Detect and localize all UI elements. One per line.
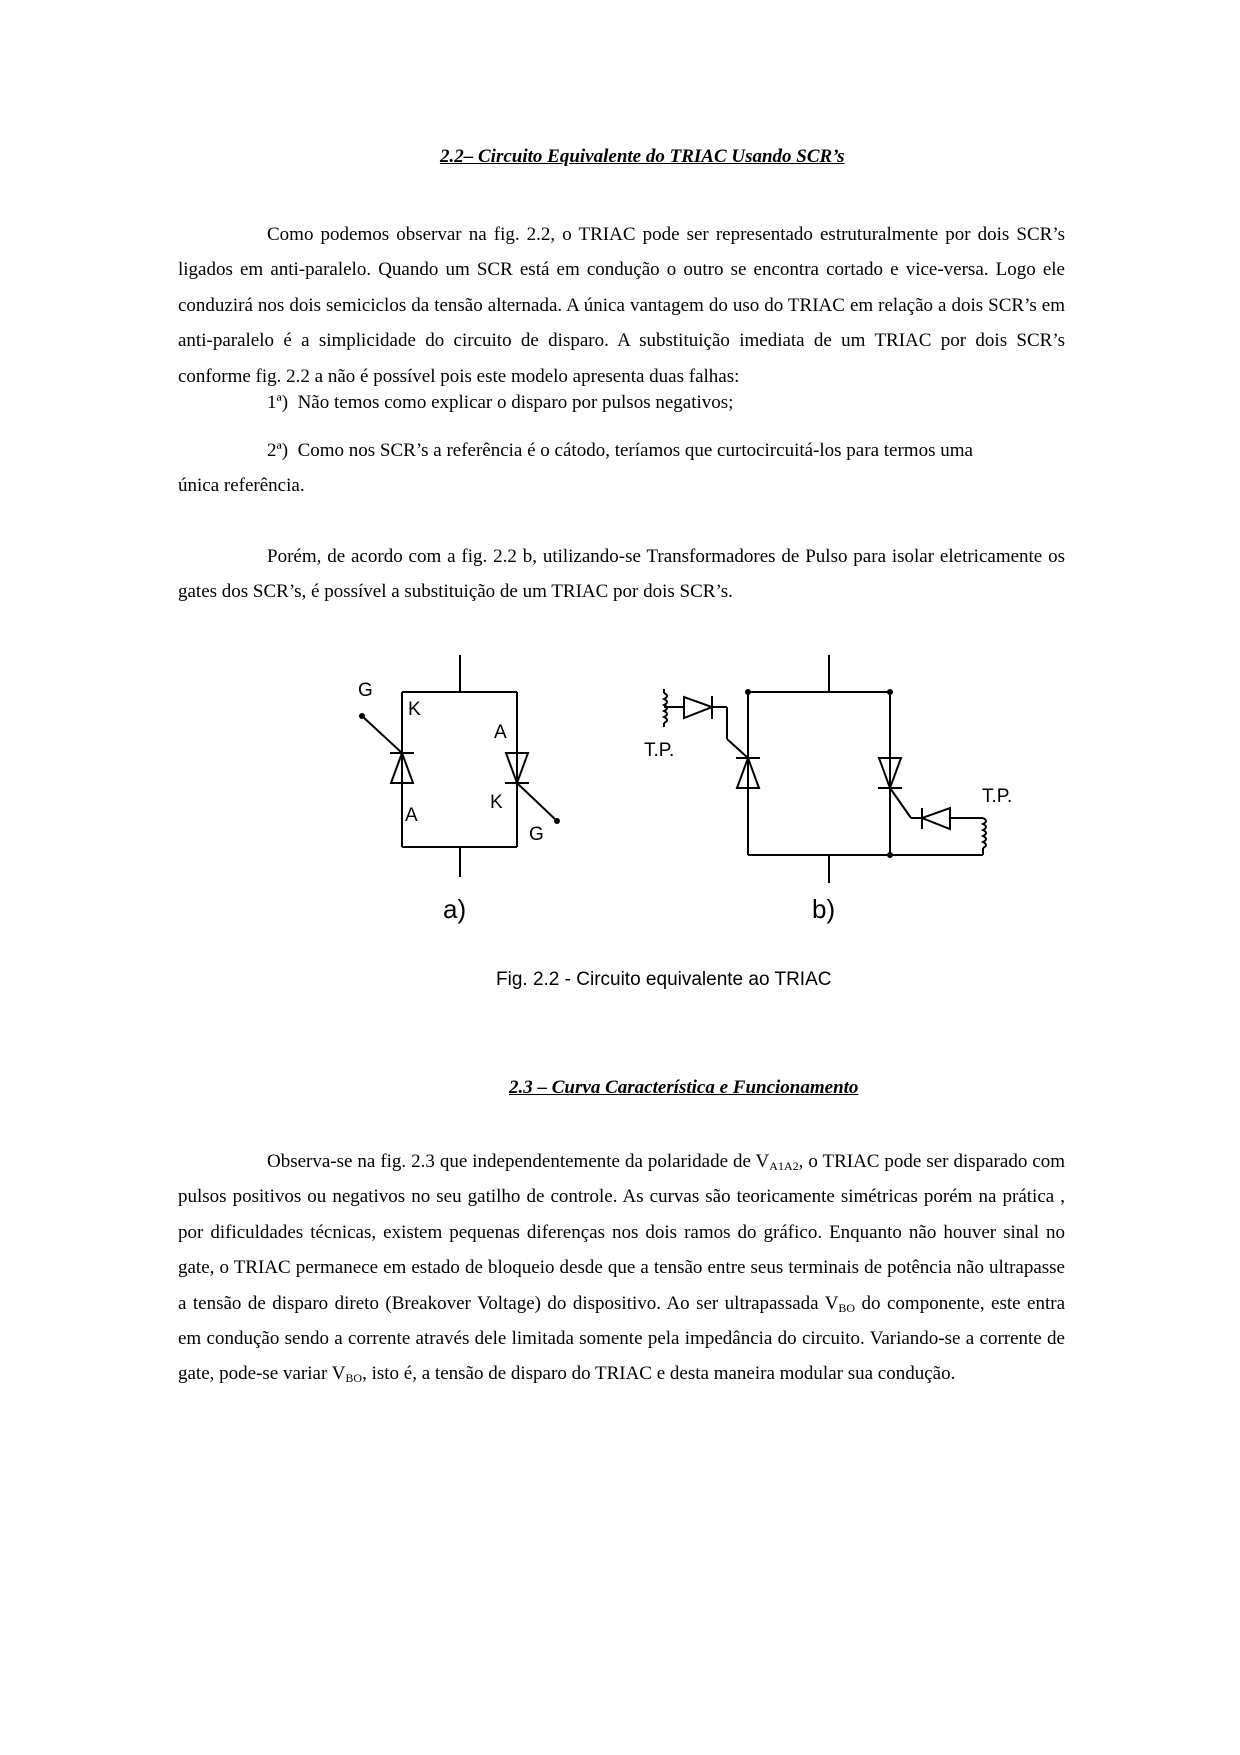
list-item-label: 2ª) <box>267 440 289 461</box>
list-item-text: Como nos SCR’s a referência é o cátodo, teríamos que curtocircuitá-los para termos uma <box>297 440 973 461</box>
list-item-2 <box>178 433 1065 468</box>
label-anode-left: A <box>405 805 418 826</box>
scr-right <box>505 753 557 821</box>
paragraph-text: Porém, de acordo com a fig. 2.2 b, utilizando-se Transformadores de Pulso para isolar eletricamente os gates dos SCR’s, é possível a substituição de um TRIAC por dois SCR’s. <box>178 546 1065 603</box>
scr-left-b <box>727 739 760 788</box>
label-pulse-transformer-left: T.P. <box>644 740 675 761</box>
list-item-label: 1ª) <box>267 392 289 413</box>
label-gate-left: G <box>358 680 373 701</box>
subscript: BO <box>838 1300 856 1315</box>
junction-dot <box>745 689 751 695</box>
subscript: BO <box>345 1371 363 1386</box>
gate-terminal-dot <box>554 818 560 824</box>
label-cathode-left: K <box>408 699 421 720</box>
section-heading-2-3: 2.3 – Curva Característica e Funcionamento <box>509 1077 859 1098</box>
subscript: A1A2 <box>769 1159 799 1173</box>
circuit-diagram <box>345 655 1013 1005</box>
figure-2-2 <box>345 655 1013 1005</box>
circuit-b <box>664 655 986 883</box>
label-cathode-right: K <box>490 792 503 813</box>
list-item-1 <box>267 392 733 414</box>
paragraph-text: Observa-se na fig. 2.3 que independentemente da polaridade de V <box>267 1151 770 1172</box>
paragraph-text: , o TRIAC pode ser disparado com pulsos positivos ou negativos no seu gatilho de controle. As curvas são teoricamente simétricas porém na prática , por dificuldades técnicas, existem pequenas diferenças nos dois ramos do gráfico. Enquanto não houver sinal no gate, o TRIAC permanece em estado de bloqueio desde que a tensão entre seus terminais de potência não ultrapasse a tensão de disparo direto (Breakover Voltage) do dispositivo. Ao ser ultrapassada V <box>178 1151 1065 1314</box>
list-item-2-continuation: única referência. <box>178 475 305 496</box>
paragraph-pulse-transformers <box>178 539 1065 610</box>
junction-dot <box>887 689 893 695</box>
gate-terminal-dot <box>359 713 365 719</box>
figure-caption: Fig. 2.2 - Circuito equivalente ao TRIAC <box>496 969 832 990</box>
sublabel-b: b) <box>812 894 836 924</box>
section-heading-2-2: 2.2– Circuito Equivalente do TRIAC Usando SCR’s <box>440 146 845 167</box>
pulse-transformer-left <box>664 689 727 739</box>
paragraph-text: , isto é, a tensão de disparo do TRIAC e desta maneira modular sua condução. <box>362 1363 956 1385</box>
list-item-text: Não temos como explicar o disparo por pulsos negativos; <box>297 392 734 413</box>
pulse-transformer-right <box>911 808 986 855</box>
sublabel-a: a) <box>443 894 467 924</box>
paragraph-text: Como podemos observar na fig. 2.2, o TRIAC pode ser representado estruturalmente por dois SCR’s ligados em anti-paralelo. Quando um SCR está em condução o outro se encontra cortado e vice-versa. Logo ele conduzirá nos dois semiciclos da tensão alternada. A única vantagem do uso do TRIAC em relação a dois SCR’s em anti-paralelo é a simplicidade do circuito de disparo. A substituição imediata de um TRIAC por dois SCR’s conforme fig. 2.2 a não é possível pois este modelo apresenta duas falhas: <box>178 224 1065 387</box>
circuit-a <box>362 655 557 877</box>
label-gate-right: G <box>529 824 544 845</box>
label-pulse-transformer-right: T.P. <box>982 786 1013 807</box>
paragraph-triac-equivalent <box>178 217 1065 394</box>
label-anode-right: A <box>494 722 507 743</box>
paragraph-characteristic-curve <box>178 1144 1065 1392</box>
scr-left <box>362 716 414 783</box>
paragraph-text: do componente, este entra em condução sendo a corrente através dele limitada somente pela impedância do circuito. Variando-se a corrente de gate, pode-se variar V <box>178 1292 1065 1385</box>
junction-dot <box>887 852 893 858</box>
scr-right-b <box>878 758 911 818</box>
